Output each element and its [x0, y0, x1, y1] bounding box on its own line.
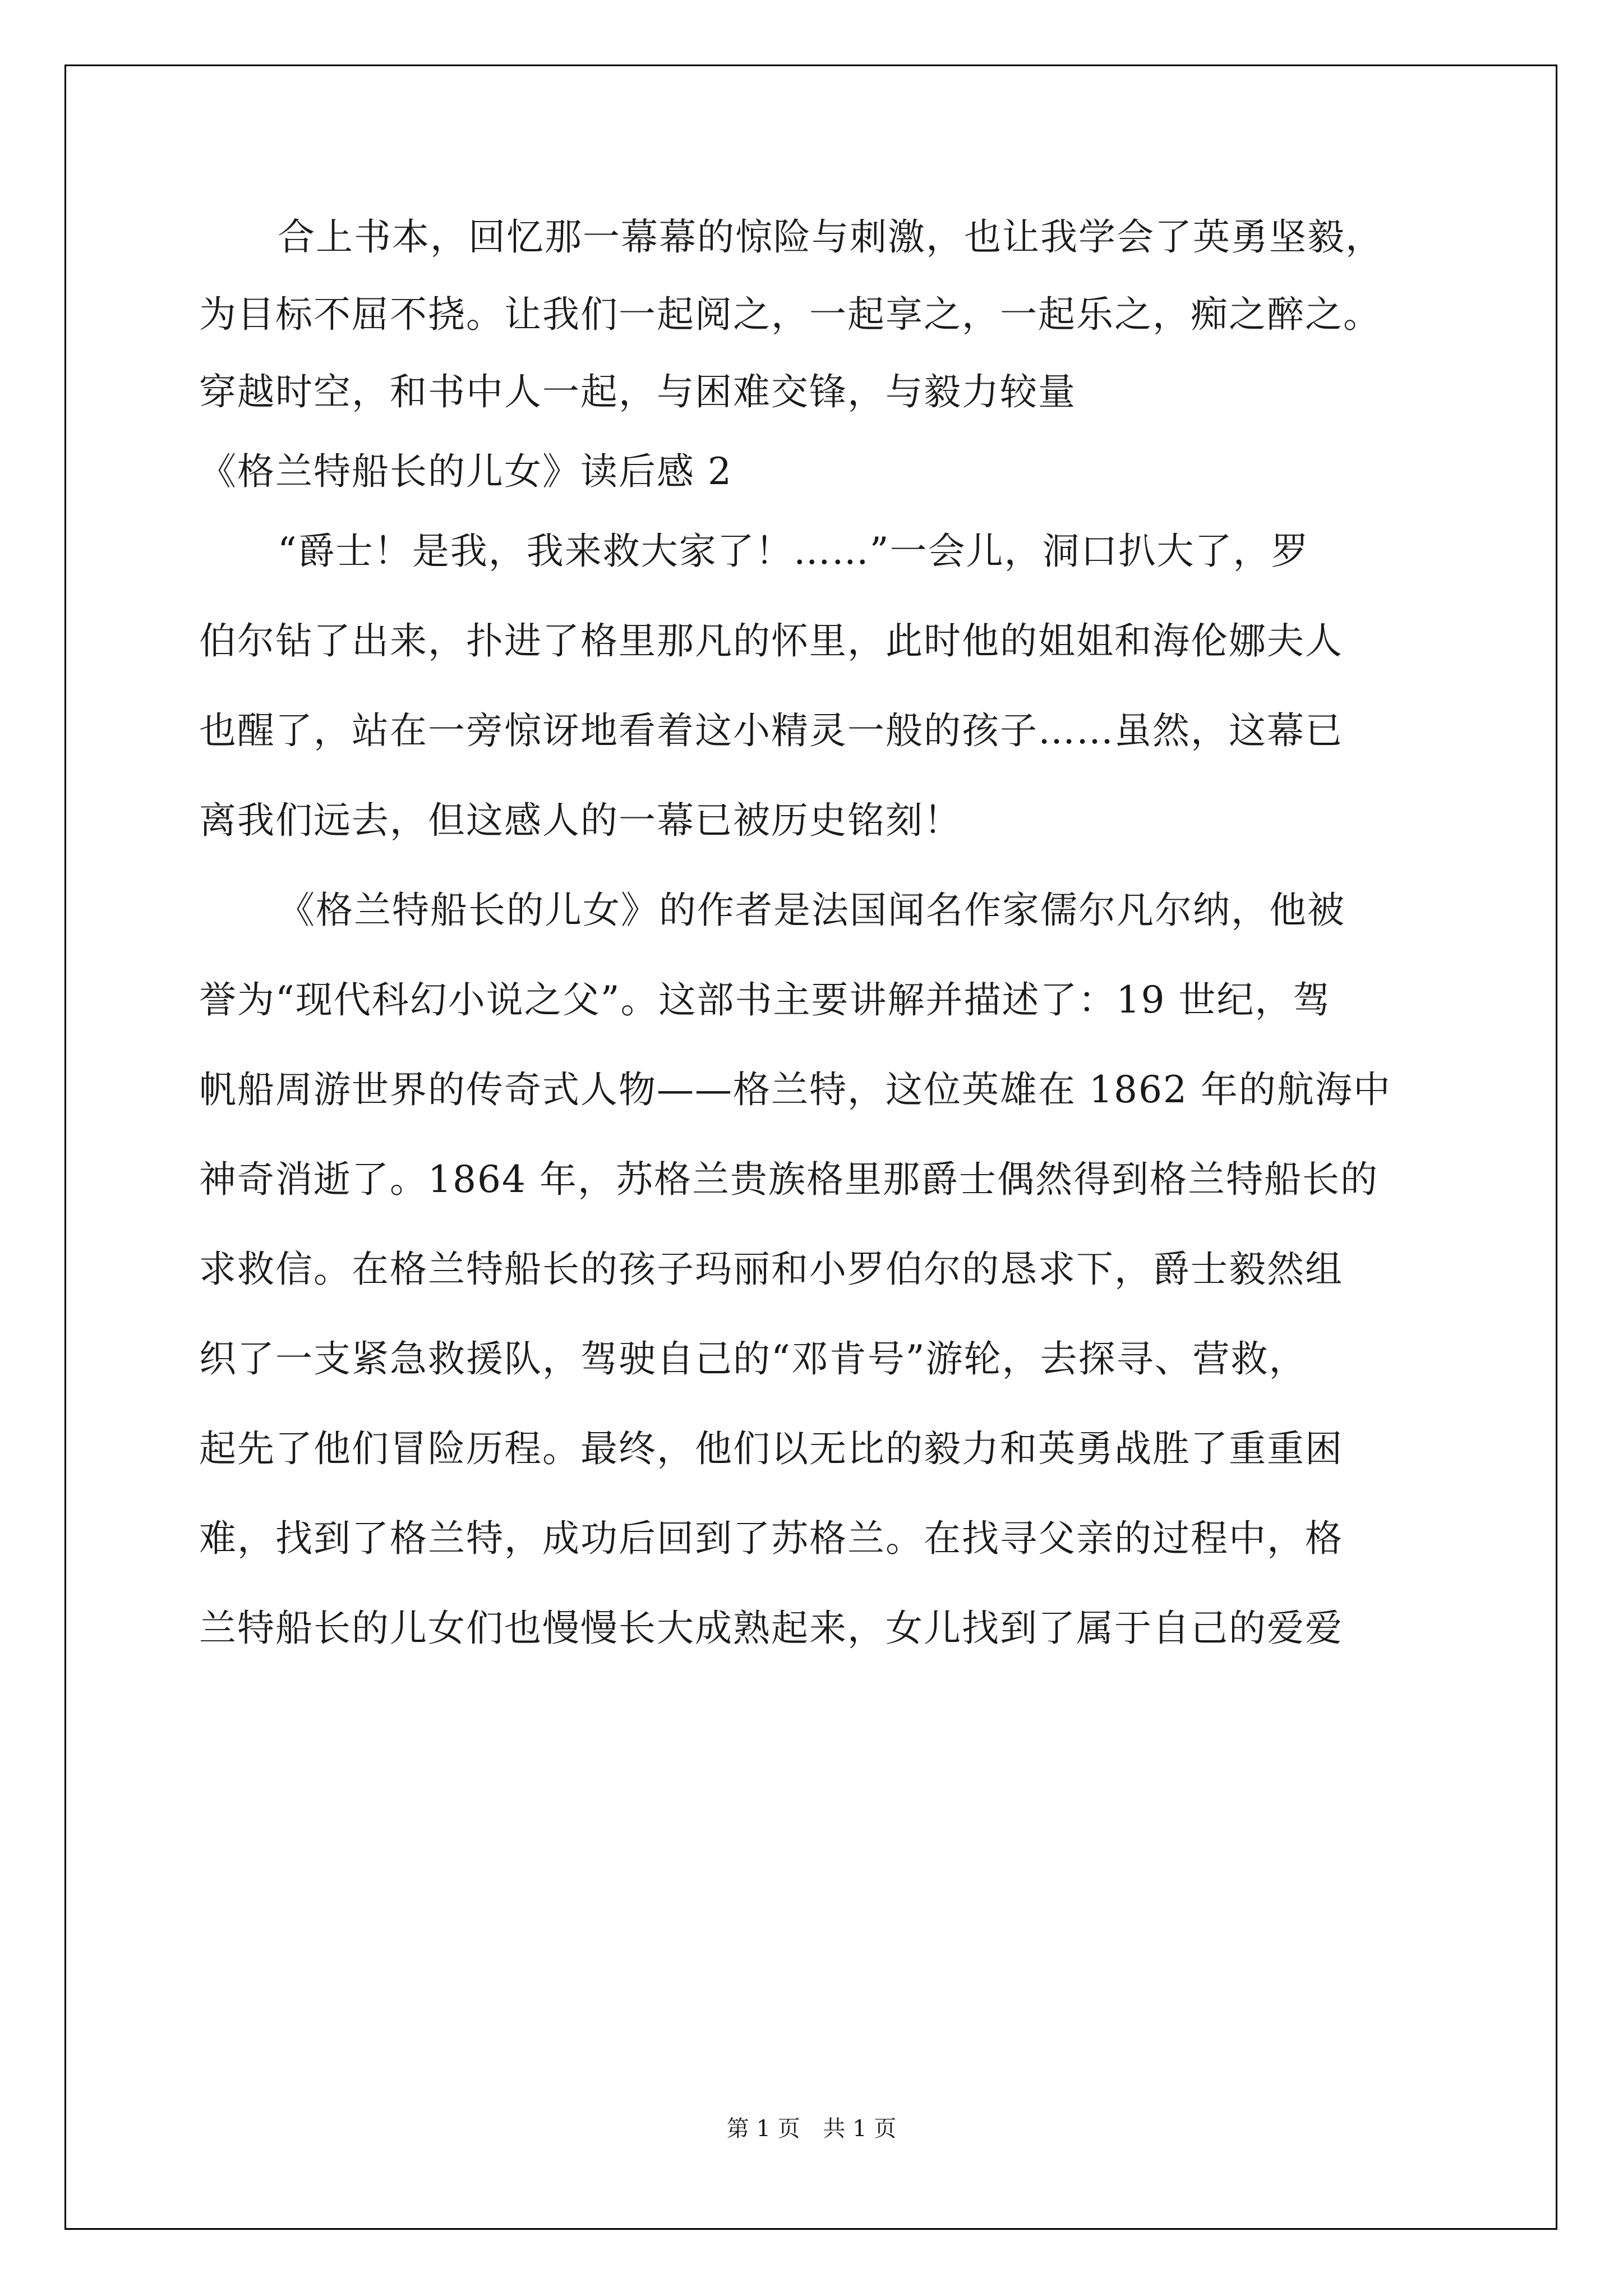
paragraph-1-line-2: 为目标不屈不挠。让我们一起阅之，一起享之，一起乐之，痴之醉之。	[199, 293, 1381, 336]
paragraph-2-line-1: “爵士！是我，我来救大家了！……”一会儿，洞口扒大了，罗	[278, 530, 1310, 573]
paragraph-3-line-1: 《格兰特船长的儿女》的作者是法国闻名作家儒尔凡尔纳，他被	[278, 889, 1345, 932]
paragraph-2-line-4: 离我们远去，但这感人的一幕已被历史铭刻！	[199, 799, 962, 842]
paragraph-1-line-3: 穿越时空，和书中人一起，与困难交锋，与毅力较量	[199, 370, 1076, 413]
paragraph-3-line-6: 织了一支紧急救援队，驾驶自己的“邓肯号”游轮，去探寻、营救，	[199, 1337, 1307, 1381]
paragraph-3-line-9: 兰特船长的儿女们也慢慢长大成熟起来，女儿找到了属于自己的爱爱	[199, 1607, 1343, 1650]
paragraph-2-line-2: 伯尔钻了出来，扑进了格里那凡的怀里，此时他的姐姐和海伦娜夫人	[199, 619, 1343, 662]
paragraph-3-line-5: 求救信。在格兰特船长的孩子玛丽和小罗伯尔的恳求下，爵士毅然组	[199, 1248, 1343, 1291]
paragraph-3-line-4: 神奇消逝了。1864 年，苏格兰贵族格里那爵士偶然得到格兰特船长的	[199, 1158, 1378, 1201]
paragraph-1-line-1: 合上书本，回忆那一幕幕的惊险与刺激，也让我学会了英勇坚毅，	[278, 215, 1384, 259]
page-footer	[0, 2112, 1623, 2146]
page-number: 第 1 页	[726, 2116, 800, 2142]
paragraph-2-line-3: 也醒了，站在一旁惊讶地看着这小精灵一般的孩子……虽然，这幕已	[199, 709, 1343, 752]
paragraph-3-line-3: 帆船周游世界的传奇式人物——格兰特，这位英雄在 1862 年的航海中	[199, 1068, 1391, 1111]
page-total: 共 1 页	[823, 2116, 897, 2142]
section-heading: 《格兰特船长的儿女》读后感 2	[199, 450, 732, 493]
paragraph-3-line-8: 难，找到了格兰特，成功后回到了苏格兰。在找寻父亲的过程中，格	[199, 1517, 1343, 1560]
paragraph-3-line-2: 誉为“现代科幻小说之父”。这部书主要讲解并描述了：19 世纪，驾	[199, 978, 1331, 1022]
paragraph-3-line-7: 起先了他们冒险历程。最终，他们以无比的毅力和英勇战胜了重重困	[199, 1427, 1343, 1470]
